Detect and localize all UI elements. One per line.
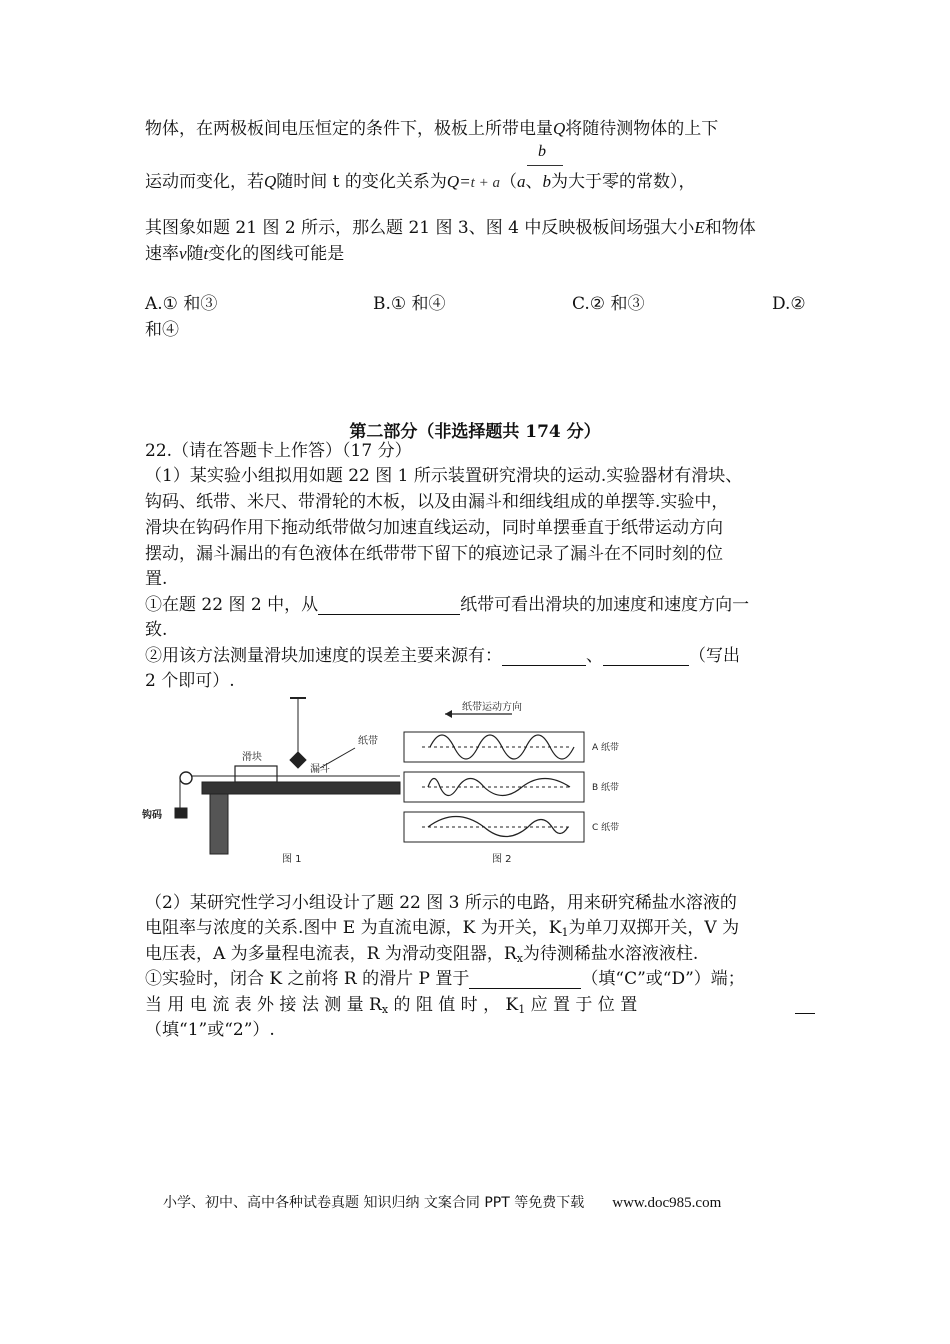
option-d: D.② xyxy=(772,294,806,314)
fraction-bar xyxy=(527,165,563,166)
apparatus-diagram xyxy=(175,698,400,854)
var-t: t xyxy=(203,244,209,263)
q21-text: 其图象如题 21 图 2 所示，那么题 21 图 3、图 4 中反映极板间场强大小 xyxy=(145,218,695,238)
var-q: Q xyxy=(553,119,566,138)
q21-line-3 xyxy=(145,218,756,238)
q22-header: 22.（请在答题卡上作答）（17 分） xyxy=(145,441,412,461)
label-tape-b: B 纸带 xyxy=(592,783,620,793)
q22-text: ②用该方法测量滑块加速度的误差主要来源有： xyxy=(145,646,502,666)
q21-line-4 xyxy=(145,244,344,264)
subscript: x xyxy=(516,952,523,965)
q22-text: 电阻率与浓度的关系.图中 E 为直流电源，K 为开关，K xyxy=(145,918,562,938)
answer-blank[interactable] xyxy=(603,649,689,666)
q22-s1-cont: 致. xyxy=(145,620,168,640)
q22-text: 、 xyxy=(586,646,603,666)
q22-text: 电压表，A 为多量程电流表，R 为滑动变阻器，R xyxy=(145,944,517,964)
q21-text: 随时间 t 的变化关系为 xyxy=(276,172,447,192)
label-tape: 纸带 xyxy=(358,736,378,747)
var-b: b xyxy=(542,172,551,191)
option-c: C.② 和③ xyxy=(572,294,645,314)
q21-text: 运动而变化，若 xyxy=(145,172,264,192)
q21-line-1 xyxy=(145,119,718,139)
answer-blank[interactable] xyxy=(502,649,586,666)
label-tape-c: C 纸带 xyxy=(592,823,620,833)
subscript: 1 xyxy=(561,926,569,939)
q21-text: 、 xyxy=(525,172,543,192)
q21-text: 和物体 xyxy=(704,218,756,238)
q22-s2-cont: 2 个即可）. xyxy=(145,671,235,691)
q22-p1-line: 摆动，漏斗漏出的有色液体在纸带带下留下的痕迹记录了漏斗在不同时刻的位 xyxy=(145,544,723,564)
q22-s2-line xyxy=(145,646,740,666)
q22-p2-line xyxy=(145,995,637,1020)
footer-text: 小学、初中、高中各种试卷真题 知识归纳 文案合同 PPT 等免费下载 xyxy=(163,1195,585,1211)
tape-c xyxy=(404,812,584,842)
q21-text: 为大于零的常数）， xyxy=(550,172,696,192)
q22-text: 纸带可看出滑块的加速度和速度方向一 xyxy=(460,595,750,615)
q22-p2-line xyxy=(145,944,698,969)
answer-blank[interactable] xyxy=(469,972,581,989)
q22-text: （填“C”或“D”）端； xyxy=(581,969,745,989)
q22-text: 应 置 于 位 置 xyxy=(525,995,638,1015)
page-footer xyxy=(163,1192,721,1212)
option-a: A.① 和③ xyxy=(145,294,218,314)
q22-text: （写出 xyxy=(689,646,740,666)
q22-text: ①在题 22 图 2 中，从 xyxy=(145,595,319,615)
q22-s1-line xyxy=(145,595,749,615)
fraction-numerator: b xyxy=(538,143,546,160)
label-fig2: 图 2 xyxy=(492,854,512,865)
q21-text: 变化的图线可能是 xyxy=(208,244,345,264)
q21-text: 物体，在两极板间电压恒定的条件下，极板上所带电量 xyxy=(145,119,553,139)
answer-blank[interactable] xyxy=(795,997,815,1014)
experiment-figure xyxy=(140,690,660,870)
q22-text: 当 用 电 流 表 外 接 法 测 量 R xyxy=(145,995,382,1015)
q22-p1-line: 置. xyxy=(145,569,168,589)
var-a: a xyxy=(516,172,526,191)
q22-text: 为待测稀盐水溶液液柱. xyxy=(522,944,699,964)
var-v: v xyxy=(179,244,187,263)
q21-text: 随 xyxy=(186,244,204,264)
label-direction: 纸带运动方向 xyxy=(462,702,522,713)
option-b: B.① 和④ xyxy=(373,294,446,314)
q22-p2-line: （2）某研究性学习小组设计了题 22 图 3 所示的电路，用来研究稀盐水溶液的 xyxy=(145,893,737,913)
tape-a xyxy=(404,732,584,762)
tape-b xyxy=(404,772,584,802)
subscript: x xyxy=(381,1003,389,1016)
fraction-denominator: t + a xyxy=(470,175,500,191)
label-tape-a: A 纸带 xyxy=(592,743,620,753)
label-fig1: 图 1 xyxy=(282,854,302,865)
label-slider: 滑块 xyxy=(242,752,262,763)
footer-url[interactable]: www.doc985.com xyxy=(612,1195,722,1211)
label-funnel: 漏斗 xyxy=(310,764,330,775)
section-title: 第二部分（非选择题共 174 分） xyxy=(349,422,601,442)
q21-text: 将随待测物体的上下 xyxy=(565,119,719,139)
subscript: 1 xyxy=(518,1003,526,1016)
q-equals: Q= xyxy=(446,172,471,191)
q22-p2-line xyxy=(145,918,739,943)
q22-p2-line xyxy=(145,969,745,989)
q22-p2-line: （填“1”或“2”）. xyxy=(145,1020,275,1040)
q21-text: （ xyxy=(499,172,517,192)
q22-p1-line: 滑块在钩码作用下拖动纸带做匀加速直线运动，同时单摆垂直于纸带运动方向 xyxy=(145,518,723,538)
q22-text: 为单刀双掷开关，V 为 xyxy=(568,918,740,938)
answer-blank[interactable] xyxy=(318,598,460,615)
q22-text: 的 阻 值 时 ， K xyxy=(388,995,519,1015)
q22-text: ①实验时，闭合 K 之前将 R 的滑片 P 置于 xyxy=(145,969,470,989)
var-e: E xyxy=(694,218,705,237)
q22-p1-line: （1）某实验小组拟用如题 22 图 1 所示装置研究滑块的运动.实验器材有滑块、 xyxy=(145,466,743,486)
var-q: Q xyxy=(264,172,277,191)
q22-p1-line: 钩码、纸带、米尺、带滑轮的木板，以及由漏斗和细线组成的单摆等.实验中， xyxy=(145,492,729,512)
q21-line-2 xyxy=(145,172,695,193)
q21-text: 速率 xyxy=(145,244,179,264)
label-weight: 钩码 xyxy=(142,810,162,821)
option-d-cont: 和④ xyxy=(145,320,179,340)
